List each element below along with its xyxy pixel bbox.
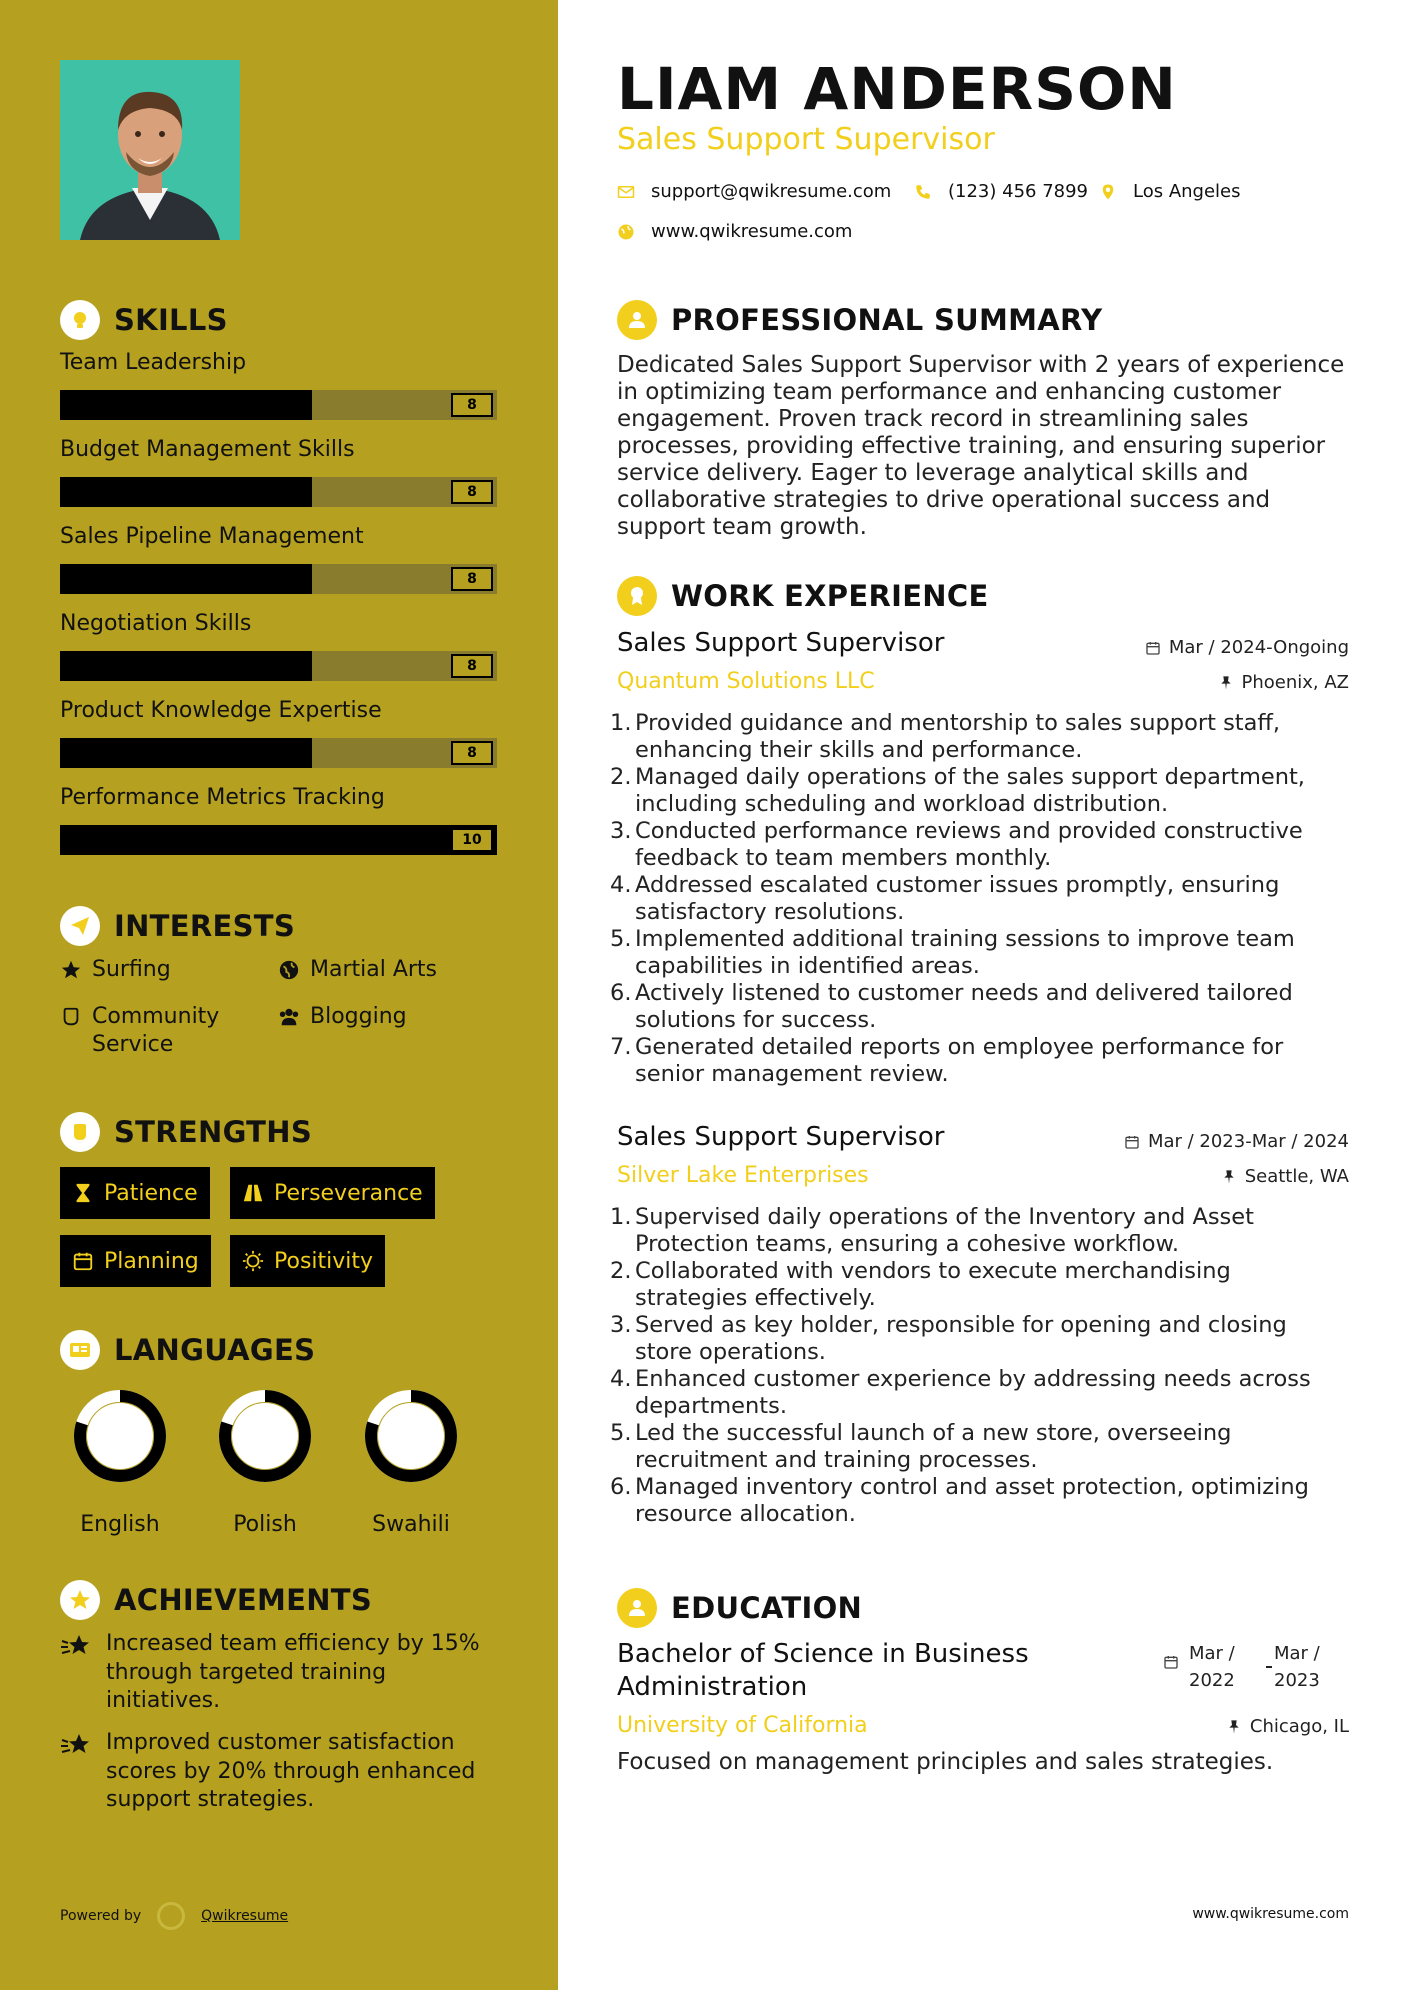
id-card-icon	[60, 1330, 100, 1370]
language-ring	[70, 1386, 170, 1486]
date-separator	[1266, 1666, 1272, 1668]
duty-number: 4.	[610, 872, 632, 898]
envelope-icon	[617, 183, 635, 201]
degree-title: Bachelor of Science in Business Administration	[617, 1639, 1029, 1702]
job-duty-item	[610, 1366, 1350, 1420]
duty-number: 3.	[610, 818, 632, 844]
education-header	[617, 1588, 862, 1628]
job-location-text: Phoenix, AZ	[1241, 672, 1349, 693]
languages-header	[60, 1330, 315, 1370]
skill-name: Budget Management Skills	[60, 437, 355, 462]
edu-date-start: Mar / 2022	[1189, 1643, 1235, 1691]
job-duty-item	[610, 1420, 1350, 1474]
achievements-title: ACHIEVEMENTS	[114, 1583, 373, 1617]
graduate-icon	[617, 1588, 657, 1628]
duty-number: 6.	[610, 980, 632, 1006]
job-dates-text: Mar / 2023-Mar / 2024	[1147, 1131, 1349, 1152]
globe-icon	[278, 959, 300, 981]
summary-header	[617, 300, 1102, 340]
star-icon	[60, 959, 82, 981]
contact-phone	[914, 181, 1088, 202]
sun-icon	[242, 1250, 264, 1272]
interest-label: Martial Arts	[310, 957, 438, 982]
skill-level-badge: 8	[451, 567, 493, 591]
duty-number: 7.	[610, 1034, 632, 1060]
candidate-role: Sales Support Supervisor	[617, 122, 995, 157]
skill-name: Sales Pipeline Management	[60, 524, 364, 549]
duty-text: Generated detailed reports on employee performance for senior management review.	[635, 1034, 1284, 1087]
job-duty-item	[610, 980, 1350, 1034]
language-name: Polish	[233, 1512, 297, 1537]
duty-number: 6.	[610, 1474, 632, 1500]
summary-title: PROFESSIONAL SUMMARY	[671, 303, 1103, 337]
pushpin-icon	[1218, 675, 1234, 691]
duty-text: Conducted performance reviews and provided constructive feedback to team members monthly.	[635, 818, 1303, 871]
job-duty-item	[610, 710, 1350, 764]
briefcase-icon	[617, 576, 657, 616]
skill-bar-fill	[60, 390, 312, 420]
skill-bar-fill	[60, 651, 312, 681]
calendar-icon	[1145, 640, 1161, 656]
fist-icon	[60, 1112, 100, 1152]
duty-text: Supervised daily operations of the Inventory and Asset Protection teams, ensuring a cohesive workflow.	[635, 1204, 1254, 1257]
shooting-star-icon	[60, 1631, 90, 1661]
job-duty-item	[610, 926, 1350, 980]
duty-text: Managed inventory control and asset protection, optimizing resource allocation.	[635, 1474, 1309, 1527]
sidebar	[0, 0, 558, 1990]
duty-text: Implemented additional training sessions to improve team capabilities in identified areas.	[635, 926, 1295, 979]
duty-number: 4.	[610, 1366, 632, 1392]
duty-number: 2.	[610, 1258, 632, 1284]
skill-bar-fill	[60, 738, 312, 768]
job-title: Sales Support Supervisor	[617, 1122, 945, 1152]
strength-label: Perseverance	[274, 1180, 423, 1206]
hourglass-icon	[72, 1182, 94, 1204]
skill-level-badge: 10	[451, 828, 493, 852]
language-item	[200, 1386, 330, 1537]
job-duty-item	[610, 764, 1350, 818]
job-duty-item	[610, 872, 1350, 926]
globe-icon	[617, 223, 635, 241]
duty-text: Enhanced customer experience by addressing needs across departments.	[635, 1366, 1311, 1419]
calendar-icon	[72, 1250, 94, 1272]
interest-label: Surfing	[92, 957, 171, 982]
skill-name: Negotiation Skills	[60, 611, 252, 636]
education-title: EDUCATION	[671, 1591, 863, 1625]
shooting-star-icon	[60, 1730, 90, 1760]
user-icon	[617, 300, 657, 340]
phone-icon	[914, 183, 932, 201]
skill-bar	[60, 738, 497, 768]
strengths-header	[60, 1112, 312, 1152]
strength-label: Positivity	[274, 1248, 374, 1274]
contact-website	[617, 221, 852, 242]
job-duty-item	[610, 1204, 1350, 1258]
edu-location-text: Chicago, IL	[1249, 1716, 1349, 1737]
interest-item	[60, 956, 171, 984]
duty-text: Actively listened to customer needs and delivered tailored solutions for success.	[635, 980, 1293, 1033]
company-name: Silver Lake Enterprises	[617, 1163, 869, 1188]
contact-location	[1099, 181, 1241, 202]
language-ring	[361, 1386, 461, 1486]
language-ring	[215, 1386, 315, 1486]
duty-text: Led the successful launch of a new store, overseeing recruitment and training processes.	[635, 1420, 1232, 1473]
job-duty-item	[610, 1258, 1350, 1312]
candidate-name: LIAM ANDERSON	[617, 55, 1177, 123]
qwikresume-logo-icon	[157, 1902, 185, 1930]
school-name: University of California	[617, 1713, 868, 1738]
duty-text: Addressed escalated customer issues promptly, ensuring satisfactory resolutions.	[635, 872, 1280, 925]
duty-number: 5.	[610, 926, 632, 952]
pushpin-icon	[1221, 1169, 1237, 1185]
skill-bar	[60, 825, 497, 855]
job-dates	[1145, 637, 1349, 658]
language-name: Swahili	[372, 1512, 450, 1537]
job-duty-item	[610, 1312, 1350, 1366]
calendar-icon	[1124, 1134, 1140, 1150]
skill-bar-fill	[60, 564, 312, 594]
work-title: WORK EXPERIENCE	[671, 579, 989, 613]
footer-website[interactable]: www.qwikresume.com	[1192, 1906, 1349, 1922]
achievement-text: Improved customer satisfaction scores by 20% through enhanced support strategies.	[106, 1730, 476, 1812]
language-ring-center	[378, 1403, 444, 1469]
skill-bar-fill	[60, 825, 497, 855]
duty-number: 1.	[610, 1204, 632, 1230]
skills-header	[60, 300, 228, 340]
duty-number: 1.	[610, 710, 632, 736]
job-location-text: Seattle, WA	[1244, 1166, 1349, 1187]
duty-text: Served as key holder, responsible for opening and closing store operations.	[635, 1312, 1287, 1365]
strength-label: Planning	[104, 1248, 199, 1274]
calendar-icon	[1163, 1654, 1179, 1670]
duty-number: 2.	[610, 764, 632, 790]
skill-level-badge: 8	[451, 480, 493, 504]
duty-text: Provided guidance and mentorship to sales support staff, enhancing their skills and performance.	[635, 710, 1281, 763]
summary-text: Dedicated Sales Support Supervisor with 2 years of experience in optimizing team performance and enhancing customer engagement. Proven track record in streamlining sales processes, providing effective training, and ensuring superior service delivery. Eager to leverage analytical skills and collaborative strategies to drive operational success and support team growth.	[617, 352, 1345, 540]
job-duties-list	[610, 1204, 1350, 1528]
education-description: Focused on management principles and sales strategies.	[617, 1749, 1274, 1775]
interest-label: Blogging	[310, 1004, 407, 1029]
job-location	[1218, 672, 1350, 693]
language-ring-center	[232, 1403, 298, 1469]
skill-bar	[60, 564, 497, 594]
skills-title: SKILLS	[114, 303, 228, 337]
interests-header	[60, 906, 295, 946]
job-duty-item	[610, 1034, 1350, 1088]
strength-badge	[60, 1235, 211, 1287]
skill-name: Team Leadership	[60, 350, 247, 375]
language-item	[346, 1386, 476, 1537]
edu-date-end: Mar / 2023	[1274, 1643, 1320, 1691]
job-location	[1221, 1166, 1349, 1187]
map-pin-icon	[1099, 183, 1117, 201]
achievement-item	[60, 1630, 500, 1716]
strength-badge	[230, 1235, 385, 1287]
road-icon	[242, 1182, 264, 1204]
paper-plane-icon	[60, 906, 100, 946]
skill-bar	[60, 651, 497, 681]
edu-location	[1226, 1716, 1349, 1737]
language-name: English	[80, 1512, 160, 1537]
skill-level-badge: 8	[451, 741, 493, 765]
footer-powered-by	[60, 1902, 288, 1930]
job-dates	[1124, 1131, 1349, 1152]
skill-bar-fill	[60, 477, 312, 507]
skill-level-badge: 8	[451, 654, 493, 678]
users-icon	[278, 1006, 300, 1028]
pushpin-icon	[1226, 1719, 1242, 1735]
job-title: Sales Support Supervisor	[617, 628, 945, 658]
job-duty-item	[610, 818, 1350, 872]
duty-text: Collaborated with vendors to execute merchandising strategies effectively.	[635, 1258, 1231, 1311]
interest-item	[278, 956, 437, 984]
skill-level-badge: 8	[451, 393, 493, 417]
interests-title: INTERESTS	[114, 909, 296, 943]
interest-item	[278, 1003, 407, 1031]
skill-bar	[60, 390, 497, 420]
achievements-header	[60, 1580, 372, 1620]
language-ring-center	[87, 1403, 153, 1469]
languages-title: LANGUAGES	[114, 1333, 316, 1367]
strength-badge	[230, 1167, 435, 1219]
language-item	[55, 1386, 185, 1537]
location-text: Los Angeles	[1133, 181, 1241, 202]
company-name: Quantum Solutions LLC	[617, 669, 875, 694]
skill-name: Performance Metrics Tracking	[60, 785, 385, 810]
website-text[interactable]: www.qwikresume.com	[651, 221, 853, 242]
lightbulb-icon	[60, 300, 100, 340]
strength-label: Patience	[104, 1180, 198, 1206]
job-duty-item	[610, 1474, 1350, 1528]
job-dates-text: Mar / 2024-Ongoing	[1168, 637, 1349, 658]
achievement-item	[60, 1729, 500, 1815]
powered-by-label: Powered by	[60, 1908, 142, 1924]
email-text[interactable]: support@qwikresume.com	[651, 181, 892, 202]
interest-item	[60, 1003, 260, 1059]
strength-badge	[60, 1167, 210, 1219]
work-header	[617, 576, 989, 616]
skill-bar	[60, 477, 497, 507]
phone-text[interactable]: (123) 456 7899	[948, 181, 1089, 202]
hand-icon	[60, 1006, 82, 1028]
interest-label: Community Service	[92, 1004, 220, 1057]
contact-email	[617, 181, 891, 202]
duty-number: 3.	[610, 1312, 632, 1338]
qwikresume-link[interactable]: Qwikresume	[201, 1908, 289, 1924]
strengths-title: STRENGTHS	[114, 1115, 313, 1149]
star-badge-icon	[60, 1580, 100, 1620]
job-duties-list	[610, 710, 1350, 1088]
profile-photo	[60, 60, 240, 240]
skill-name: Product Knowledge Expertise	[60, 698, 382, 723]
achievement-text: Increased team efficiency by 15% through targeted training initiatives.	[106, 1631, 480, 1713]
duty-number: 5.	[610, 1420, 632, 1446]
duty-text: Managed daily operations of the sales support department, including scheduling and workload distribution.	[635, 764, 1305, 817]
